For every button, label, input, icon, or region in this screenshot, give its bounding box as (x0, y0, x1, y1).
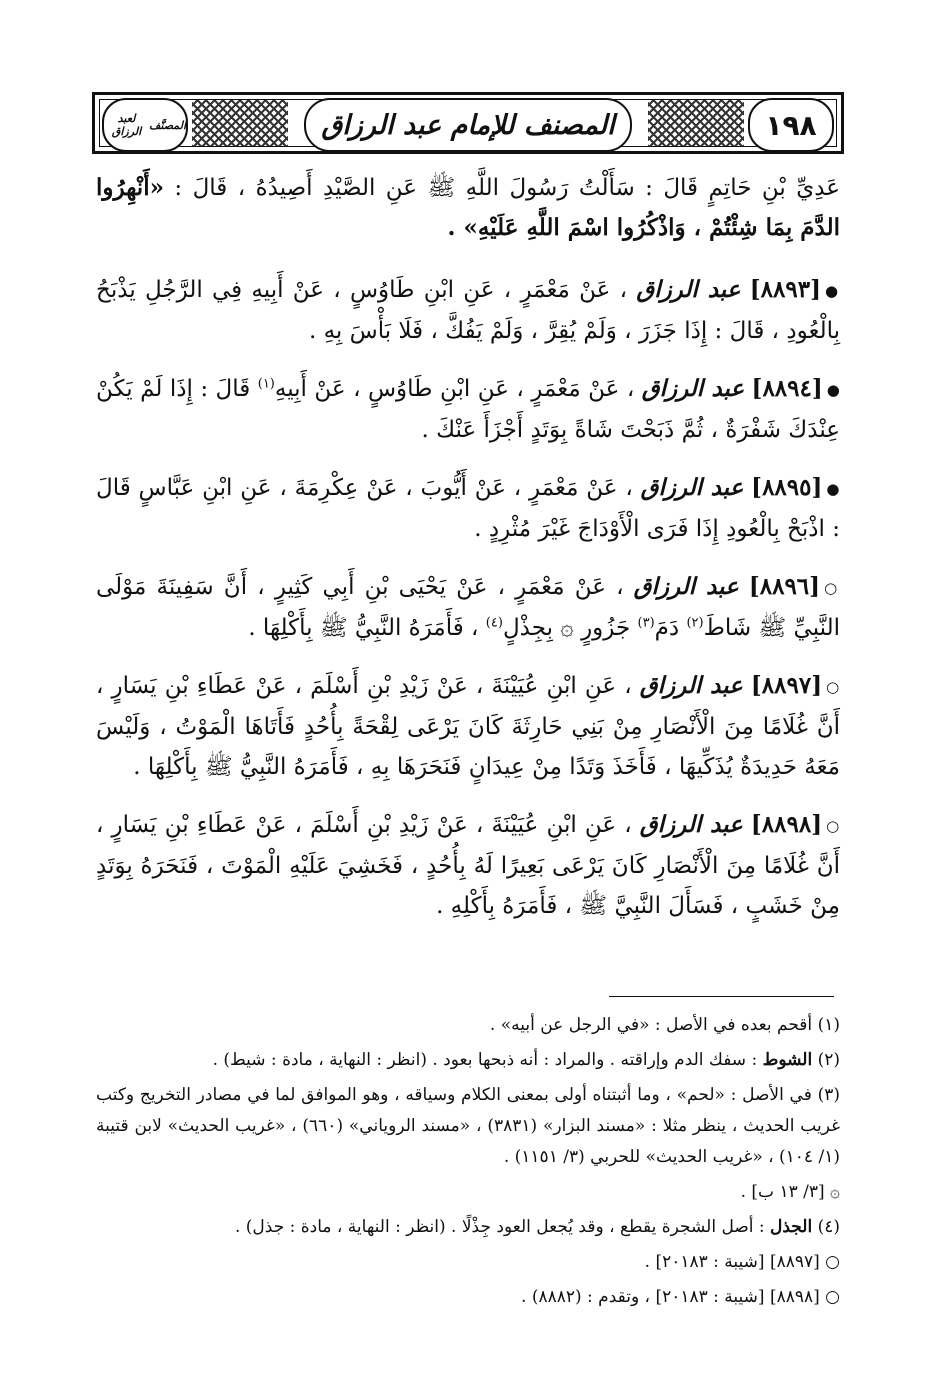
bullet-hollow-icon: ○ (826, 678, 840, 696)
footnote-number: (٢) (817, 1050, 840, 1070)
book-title: المصنف للإمام عبد الرزاق (304, 98, 632, 152)
hadith-paragraph (96, 270, 840, 351)
bullet-filled-icon: ● (826, 480, 840, 498)
hadith-paragraph (96, 805, 840, 926)
page-header (92, 92, 844, 154)
footnote-term: الشوط (762, 1050, 813, 1070)
narrator-name: عبد الرزاق (640, 474, 744, 501)
hadith-number: [٨٨٩٨] (750, 811, 823, 838)
emblem-line: لعبد الرزاق (111, 112, 142, 138)
bullet-hollow-icon: ○ (826, 817, 840, 835)
prophetic-saying: «أَنْهِرُوا الدَّمَ بِمَا شِئْتُمْ ، وَاذْكُرُوا اسْمَ اللَّهِ عَلَيْهِ» . (96, 174, 840, 241)
footnote (96, 1080, 840, 1173)
hadith-paragraph (96, 168, 840, 248)
paragraph-text: عَدِيِّ بْنِ حَاتِمٍ قَالَ : سَأَلْتُ رَسُولَ اللَّهِ ﷺ عَنِ الصَّيْدِ أَصِيدُهُ ، قَالَ : (163, 175, 840, 201)
narrator-name: عبد الرزاق (639, 672, 743, 699)
ornament-icon (648, 99, 744, 147)
footnote-text: [٣/ ١٣ ب] . (740, 1182, 825, 1202)
bullet-hollow-icon: ○ (825, 1287, 840, 1307)
footnote-ref[interactable]: (٣) (637, 615, 655, 631)
hadith-number: [٨٨٩٤] (751, 375, 823, 402)
emblem-line: المصنَّف (148, 118, 186, 132)
narrator-name: عبد الرزاق (633, 573, 739, 600)
footnote-text: أقحم بعده في الأصل : «في الرجل عن أبيه» . (489, 1015, 813, 1035)
paragraph-text: ، عَنْ مَعْمَرٍ ، عَنْ يَحْيَى بْنِ أَبِي كَثِيرٍ ، أَنَّ سَفِينَةَ مَوْلَى النَّبِيِّ ﷺ شَاطَ (96, 574, 840, 641)
footnote (96, 1212, 840, 1243)
narrator-name: عبد الرزاق (641, 375, 745, 402)
footnote-text: : سفك الدم وإراقته . والمراد : أنه ذبحها بعود . (انظر : النهاية ، مادة : شيط) . (212, 1050, 758, 1070)
bullet-filled-icon: ● (826, 381, 840, 399)
paragraph-text: ، عَنْ مَعْمَرٍ ، عَنْ أَيُّوبَ ، عَنْ عِكْرِمَةَ ، عَنِ ابْنِ عَبَّاسٍ قَالَ : اذْبَحْ بِالْعُودِ إِذَا فَرَى الْأَوْدَاجَ غَيْرَ مُثْرِدٍ . (96, 475, 840, 542)
paragraph-text: ، فَأَمَرَهُ النَّبِيُّ ﷺ بِأَكْلِهَا . (248, 615, 486, 641)
hadith-paragraph (96, 567, 840, 648)
bullet-filled-icon: ● (824, 282, 841, 300)
footnote-text: [٨٨٩٨] [شيبة : ٢٠١٨٣] ، وتقدم : (٨٨٨٢) . (521, 1287, 820, 1307)
hadith-number: [٨٨٩٣] (749, 276, 821, 303)
footnote (96, 1282, 840, 1313)
bullet-hollow-icon: ○ (825, 1252, 840, 1272)
bullet-hollow-icon: ○ (824, 579, 840, 597)
main-text (96, 168, 840, 944)
footnotes (96, 1010, 840, 1317)
footnote-text: [٨٨٩٧] [شيبة : ٢٠١٨٣] . (644, 1252, 820, 1272)
paragraph-text: ، عَنْ مَعْمَرٍ ، عَنِ ابْنِ طَاوُسٍ ، عَنْ أَبِيهِ (274, 376, 635, 402)
hadith-paragraph (96, 468, 840, 549)
hadith-paragraph (96, 666, 840, 787)
footnote-number: (٣) (817, 1085, 841, 1105)
folio-marker-icon: ۞ (830, 1182, 840, 1202)
paragraph-text: دَمَ (654, 615, 687, 641)
footnote-number: (٤) (817, 1217, 840, 1237)
page-number: ١٩٨ (748, 98, 834, 152)
footnote-ref[interactable]: (٤) (485, 615, 503, 631)
footnote-text: : أصل الشجرة يقطع ، وقد يُجعل العود جِذْلًا . (انظر : النهاية ، مادة : جذل) . (234, 1217, 765, 1237)
paragraph-text: ، عَنِ ابْنِ عُيَيْنَةَ ، عَنْ زَيْدِ بْنِ أَسْلَمَ ، عَنْ عَطَاءِ بْنِ يَسَارٍ ، أَنَّ غُلَامًا مِنَ الْأَنْصَارِ مِنْ بَنِي حَارِثَةَ كَانَ يَرْعَى لِقْحَةً بِأُحُدٍ فَأَتَاهَا الْمَوْتُ ، وَلَيْسَ مَعَهُ حَدِيدَةٌ يُذَكِّيهَا ، فَأَخَذَ وَتَدًا مِنْ عِيدَانٍ فَنَحَرَهَا بِهِ ، فَأَمَرَهُ النَّبِيُّ ﷺ بِأَكْلِهَا . (96, 673, 840, 780)
footnote-text: في الأصل : «لحم» ، وما أثبتناه أولى بمعنى الكلام وسياقه ، وهو الموافق لما في مصادر التخريج وكتب غريب الحديث ، ينظر مثلا : «مسند البزار» (٣٨٣١) ، «مسند الروياني» (٦٦٠) ، «غريب الحديث» لابن قتيبة (١/ ١٠٤) ، «غريب الحديث» للحربي (٣/ ١١٥١) . (96, 1085, 840, 1167)
footnote-ref[interactable]: (١) (257, 376, 275, 392)
footnote-ref[interactable]: (٢) (686, 615, 704, 631)
footnote (96, 1045, 840, 1076)
footnote-term: الجذل (770, 1217, 813, 1237)
hadith-number: [٨٨٩٧] (750, 672, 823, 699)
ornament-icon (192, 99, 288, 147)
book-emblem-logo (102, 98, 188, 152)
footnote (96, 1177, 840, 1208)
narrator-name: عبد الرزاق (636, 276, 741, 303)
footnote (96, 1010, 840, 1041)
paragraph-text: ، عَنْ مَعْمَرٍ ، عَنِ ابْنِ طَاوُسٍ ، عَنْ أَبِيهِ فِي الرَّجُلِ يَذْبَحُ بِالْعُودِ ، قَالَ : إِذَا جَزَرَ ، وَلَمْ يُقِرَّ ، وَلَمْ يَفُكَّ ، فَلَا بَأْسَ بِهِ . (96, 277, 840, 344)
footnote-number: (١) (817, 1015, 840, 1035)
hadith-number: [٨٨٩٥] (751, 474, 823, 501)
footnote-divider (609, 996, 834, 997)
paragraph-text: جَزُورٍ ۞ بِجِذْلٍ (502, 615, 638, 641)
hadith-paragraph (96, 369, 840, 450)
narrator-name: عبد الرزاق (639, 811, 743, 838)
paragraph-text: قَالَ : إِذَا لَمْ يَكُنْ عِنْدَكَ شَفْرَةٌ ، ثُمَّ ذَبَحْتَ شَاةً بِوَتَدٍ أَجْزَأَ عَنْكَ . (96, 376, 840, 443)
hadith-number: [٨٨٩٦] (748, 573, 821, 600)
paragraph-text: ، عَنِ ابْنِ عُيَيْنَةَ ، عَنْ زَيْدِ بْنِ أَسْلَمَ ، عَنْ عَطَاءِ بْنِ يَسَارٍ ، أَنَّ غُلَامًا مِنَ الْأَنْصَارِ كَانَ يَرْعَى بَعِيرًا لَهُ بِأُحُدٍ ، فَخَشِيَ عَلَيْهِ الْمَوْتَ ، فَنَحَرَهُ بِوَتَدٍ مِنْ خَشَبٍ ، فَسَأَلَ النَّبِيَّ ﷺ ، فَأَمَرَهُ بِأَكْلِهِ . (96, 812, 840, 919)
footnote (96, 1247, 840, 1278)
